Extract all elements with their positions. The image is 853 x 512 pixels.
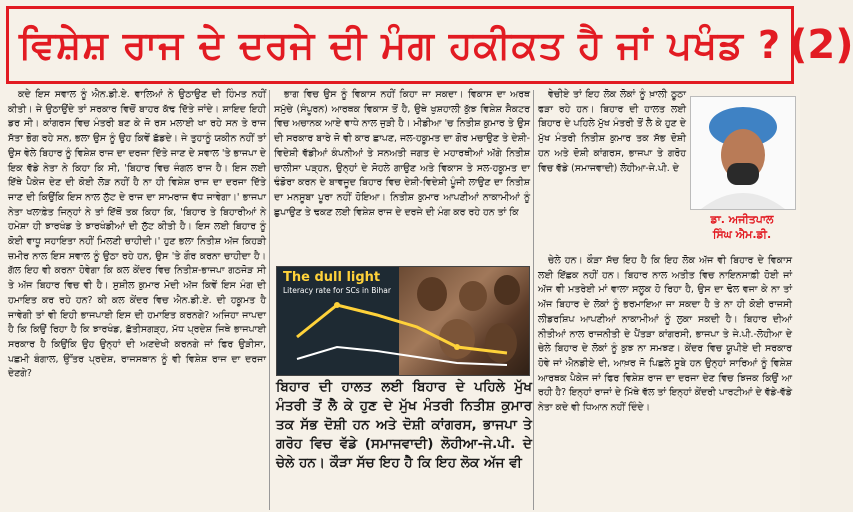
article-column-1 [8,88,266,512]
author-name: ਡਾ. ਅਜੀਤਪਾਲ [710,213,774,226]
chart-lines [277,267,529,375]
author-credentials: ਸਿੰਘ ਐਮ.ਡੀ. [712,228,772,241]
column-4-text: ਚੇਲੇ ਹਨ। ਕੌੜਾ ਸੱਚ ਇਹ ਹੈ ਕਿ ਇਹ ਲੋਕ ਅੱਜ ਵੀ ਬਿਹਾਰ ਦੇ ਵਿਕਾਸ ਲਈ ਇੱਛਕ ਨਹੀਂ ਹਨ। ਬਿਹਾਰ ਨਾਲ ਅਤੀਤ ਵਿਚ ਨਾਇਨਸਾਫ਼ੀ ਹੋਈ ਜਾਂ ਅੱਜ ਵੀ ਮਤਰੇਈ ਮਾਂ ਵਾਲਾ ਸਲੂਕ ਹੋ ਰਿਹਾ ਹੈ, ਉਸ ਦਾ ਢੋਲ ਵਜਾ ਕੇ ਨਾ ਤਾਂ ਅੱਜ ਬਿਹਾਰ ਦੇ ਲੋਕਾਂ ਨੂੰ ਭਰਮਾਇਆ ਜਾ ਸਕਦਾ ਹੈ ਤੇ ਨਾ ਹੀ ਕੋਈ ਰਾਜਸੀ ਲੀਡਰਸ਼ਿਪ ਆਪਣੀਆਂ ਨਾਕਾਮੀਆਂ ਨੂੰ ਲੁਕਾ ਸਕਦੀ ਹੈ। ਬਿਹਾਰ ਦੀਆਂ ਨੀਤੀਆਂ ਨਾਲ ਰਾਜਨੀਤੀ ਦੇ ਪੈਂਤੜਾ ਕਾਂਗਰਸੀ, ਭਾਜਪਾ ਤੇ ਜੇ.ਪੀ.-ਲੋਹੀਆ ਦੇ ਚੇਲੇ ਬਿਹਾਰ ਦੇ ਲੋਕਾਂ ਨੂੰ ਕੁਝ ਨਾ ਸਮਝਣ। ਕੇਂਦਰ ਵਿਚ ਯੂਪੀਏ ਦੀ ਸਰਕਾਰ ਹੋਵੇ ਜਾਂ ਐਨਡੀਏ ਦੀ, ਆਖ਼ਰ ਜੋ ਪਿਛਲੇ ਸੂਬੇ ਹਨ ਉਨ੍ਹਾਂ ਸਾਰਿਆਂ ਨੂੰ ਵਿਸ਼ੇਸ਼ ਆਰਥਕ ਪੈਕੇਜ ਜਾਂ ਫਿਰ ਵਿਸ਼ੇਸ਼ ਰਾਜ ਦਾ ਦਰਜਾ ਦੇਣ ਵਿਚ ਝਿਜਕ ਕਿਉਂ ਆ ਰਹੀ ਹੈ? ਇਨ੍ਹਾਂ ਰਾਜਾਂ ਦੇ ਮਿੱਥੇ ਵੱਲ ਤਾਂ ਇਨ੍ਹਾਂ ਕੇਂਦਰੀ ਪਾਰਟੀਆਂ ਦੇ ਵੱਡੇ-ਵੱਡੇ ਨੇਤਾ ਕਦੇ ਵੀ ਧਿਆਨ ਨਹੀਂ ਦਿੰਦੇ। [538,255,792,414]
author-photo [690,96,796,210]
column-2-text: ਭਾਗ ਵਿਚ ਉਸ ਨੂੰ ਵਿਕਾਸ ਨਹੀਂ ਕਿਹਾ ਜਾ ਸਕਦਾ। ਵਿਕਾਸ ਦਾ ਅਰਥ ਸਮੁੱਚੇ (ਸੰਪੂਰਨ) ਆਰਥਕ ਵਿਕਾਸ ਤੋਂ ਹੈ, ਉਥੇ ਖੁਸ਼ਹਾਲੀ ਕੁੱਝ ਵਿਸ਼ੇਸ਼ ਸੈਕਟਰ ਵਿਚ ਅਚਾਨਕ ਆਏ ਵਾਧੇ ਨਾਲ ਜੁੜੀ ਹੈ। ਮੀਡੀਆ 'ਚ ਨਿਤੀਸ਼ ਕੁਮਾਰ ਤੇ ਉਸ ਦੀ ਸਰਕਾਰ ਬਾਰੇ ਜੋ ਵੀ ਕਾਰ ਛਾਪਣ, ਜਲ-ਹਕੂਮਤ ਦਾ ਗੋਰ ਮਚਾਉਣ ਤੇ ਦੇਸ਼ੀ-ਵਿਦੇਸ਼ੀ ਵੱਡੀਆਂ ਕੰਪਨੀਆਂ ਤੇ ਸਨਅਤੀ ਜਗਤ ਦੇ ਮਹਾਰਥੀਆਂ ਅੱਗੇ ਨਿਤੀਸ਼ ਚਾਲੀਸਾ ਪੜ੍ਹਨ, ਉਨ੍ਹਾਂ ਦੇ ਸੋਹਲੇ ਗਾਉਣ ਅਤੇ ਵਿਕਾਸ ਤੇ ਸਲ-ਹਕੂਮਤ ਦਾ ਢੰਡੋਰਾ ਕਰਨ ਦੇ ਬਾਵਜੂਦ ਬਿਹਾਰ ਵਿਚ ਦੇਸ਼ੀ-ਵਿਦੇਸ਼ੀ ਪੂੰਜੀ ਲਾਉਣ ਦਾ ਨਿਤੀਸ਼ ਦਾ ਮਨਸੂਬਾ ਪੂਰਾ ਨਹੀਂ ਹੋਇਆ। ਨਿਤੀਸ਼ ਕੁਮਾਰ ਆਪਣੀਆਂ ਨਾਕਾਮੀਆਂ ਨੂੰ ਛੁਪਾਉਣ ਤੇ ਢਕਣ ਲਈ ਵਿਸ਼ੇਸ਼ ਰਾਜ ਦੇ ਦਰਜੇ ਦੀ ਮੰਗ ਕਰ ਰਹੇ ਹਨ ਤਾਂ ਕਿ [274,89,530,218]
author-caption [690,212,794,242]
chart-line-series-1 [297,305,507,353]
headline-part-number: (2) [789,22,853,68]
article-column-2 [274,88,530,252]
article-column-4 [538,254,792,512]
chart-title: The dull light [283,270,381,285]
column-3-text: ਵੇਚੀਏ ਤਾਂ ਇਹ ਲੋਕ ਲੋਕਾਂ ਨੂੰ ਖ਼ਾਲੀ ਠੂਠਾ ਫੜਾ ਰਹੇ ਹਨ। ਬਿਹਾਰ ਦੀ ਹਾਲਤ ਲਈ ਬਿਹਾਰ ਦੇ ਪਹਿਲੇ ਮੁੱਖ ਮੰਤਰੀ ਤੋਂ ਲੈ ਕੇ ਹੁਣ ਦੇ ਮੁੱਖ ਮੰਤਰੀ ਨਿਤੀਸ਼ ਕੁਮਾਰ ਤਕ ਸੱਭ ਦੋਸ਼ੀ ਹਨ ਅਤੇ ਦੋਸ਼ੀ ਕਾਂਗਰਸ, ਭਾਜਪਾ ਤੇ ਗਰੋਹ ਵਿਚ ਵੱਡੇ (ਸਮਾਜਵਾਦੀ) ਲੋਹੀਆ-ਜੇ.ਪੀ. ਦੇ [538,89,686,174]
pull-quote: ਬਿਹਾਰ ਦੀ ਹਾਲਤ ਲਈ ਬਿਹਾਰ ਦੇ ਪਹਿਲੇ ਮੁੱਖ ਮੰਤਰੀ ਤੋਂ ਲੈ ਕੇ ਹੁਣ ਦੇ ਮੁੱਖ ਮੰਤਰੀ ਨਿਤੀਸ਼ ਕੁਮਾਰ ਤਕ ਸੱਭ ਦੋਸ਼ੀ ਹਨ ਅਤੇ ਦੋਸ਼ੀ ਕਾਂਗਰਸ, ਭਾਜਪਾ ਤੇ ਗਰੋਹ ਵਿਚ ਵੱਡੇ (ਸਮਾਜਵਾਦੀ) ਲੋਹੀਆ-ਜੇ.ਪੀ. ਦੇ ਚੇਲੇ ਹਨ। ਕੌੜਾ ਸੱਚ ਇਹ ਹੈ ਕਿ ਇਹ ਲੋਕ ਅੱਜ ਵੀ [276,379,532,471]
column-1-text: ਕਦੇ ਇਸ ਸਵਾਲ ਨੂੰ ਐਨ.ਡੀ.ਏ. ਵਾਲਿਆਂ ਨੇ ਉਠਾਉਣ ਦੀ ਹਿੰਮਤ ਨਹੀਂ ਕੀਤੀ। ਜੇ ਉਠਾਉਂਦੇ ਤਾਂ ਸਰਕਾਰ ਵਿਚੋਂ ਬਾਹਰ ਕੱਢ ਦਿੱਤੇ ਜਾਂਦੇ। ਸ਼ਾਇਦ ਇਹੀ ਡਰ ਸੀ। ਕਾਂਗਰਸ ਵਿਚ ਮੰਤਰੀ ਬਣ ਕੇ ਜੋ ਰਸ ਮਲਾਈ ਖਾ ਰਹੇ ਸਨ ਤੇ ਰਾਜ ਸੱਤਾ ਭੋਗ ਰਹੇ ਸਨ, ਭਲਾ ਉਸ ਨੂੰ ਉਹ ਕਿਵੇਂ ਛੱਡਦੇ। ਜੇ ਤੁਹਾਨੂੰ ਯਕੀਨ ਨਹੀਂ ਤਾਂ ਉਸ ਵੇਲੇ ਬਿਹਾਰ ਨੂੰ ਵਿਸ਼ੇਸ਼ ਰਾਜ ਦਾ ਦਰਜਾ ਦਿੱਤੇ ਜਾਣ ਦੇ ਸਵਾਲ 'ਤੇ ਭਾਜਪਾ ਦੇ ਇਕ ਵੱਡੇ ਨੇਤਾ ਨੇ ਕਿਹਾ ਕਿ ਸੀ, 'ਬਿਹਾਰ ਵਿਚ ਜੰਗਲ ਰਾਜ ਹੈ। ਇਸ ਲਈ ਇੱਥੇ ਪੈਕੇਜ ਦੇਣ ਦੀ ਕੋਈ ਲੋੜ ਨਹੀਂ ਹੈ ਨਾ ਹੀ ਵਿਸ਼ੇਸ਼ ਰਾਜ ਦਾ ਦਰਜਾ ਦਿੱਤੇ ਜਾਣ ਦੀ ਕਿਉਂਕਿ ਇਸ ਨਾਲ ਲੁੱਟ ਦੇ ਰਾਜ ਦਾ ਸਾਮਰਾਜ ਵੱਧ ਜਾਵੇਗਾ।' ਭਾਜਪਾ ਨੇਤਾ ਖਲਾਫ਼ੇਤ ਜਿਨ੍ਹਾਂ ਨੇ ਤਾਂ ਇੱਥੋਂ ਤਕ ਕਿਹਾ ਕਿ, 'ਬਿਹਾਰ ਤੇ ਬਿਹਾਰੀਆਂ ਨੇ ਹਮੇਸ਼ਾ ਹੀ ਝਾਰਖੰਡ ਤੇ ਝਾਰਖੰਡੀਆਂ ਦੀ ਲੁੱਟ ਕੀਤੀ ਹੈ। ਇਸ ਲਈ ਬਿਹਾਰ ਨੂੰ ਕੋਈ ਵਾਧੂ ਸਹਾਇਤਾ ਨਹੀਂ ਮਿਲਣੀ ਚਾਹੀਦੀ।' ਹੁਣ ਭਲਾ ਨਿਤੀਸ਼ ਅੱਜ ਕਿਹੜੀ ਜ਼ਮੀਰ ਨਾਲ ਇਸ ਸਵਾਲ ਨੂੰ ਉਠਾ ਰਹੇ ਹਨ, ਉਸ 'ਤੇ ਗੌਰ ਕਰਨਾ ਚਾਹੀਦਾ ਹੈ। ਗੱਲ ਇਹ ਵੀ ਕਰਨਾ ਹੋਵੇਗਾ ਕਿ ਕਲ ਕੇਂਦਰ ਵਿਚ ਨਿਤੀਸ਼-ਭਾਜਪਾ ਗਠਜੋੜ ਸੀ ਤੇ ਅੱਜ ਬਿਹਾਰ ਵਿਚ ਵੀ ਹੈ। ਸੁਸ਼ੀਲ ਕੁਮਾਰ ਮੋਦੀ ਅੱਜ ਕਿਵੇਂ ਇਸ ਮੰਗ ਦੀ ਹਮਾਇਤ ਕਰ ਰਹੇ ਹਨ? ਕੀ ਕਲ ਕੇਂਦਰ ਵਿਚ ਐਨ.ਡੀ.ਏ. ਦੀ ਹਕੂਮਤ ਹੈ ਜਾਵੇਗੀ ਤਾਂ ਵੀ ਇਹੀ ਭਾਜਪਾਈ ਇਸ ਦੀ ਹਮਾਇਤ ਕਰਨਗੇ? ਅਜਿਹਾ ਜਾਪਦਾ ਹੈ ਕਿ ਕਿਉਂ ਰਿਹਾ ਹੈ ਕਿ ਝਾਰਖੰਡ, ਛੱਤੀਸਗੜ੍ਹ, ਮੱਧ ਪ੍ਰਦੇਸ਼ ਜਿਥੇ ਭਾਜਪਾਈ ਸਰਕਾਰ ਹੈ ਕਿਉਂਕਿ ਉਹ ਉਨ੍ਹਾਂ ਦੀ ਅਣਦੇਖੀ ਕਰਨਗੇ ਜਾਂ ਫਿਰ ਉੜੀਸਾ, ਪਛਮੀ ਬੰਗਾਲ, ਉੱਤਰ ਪ੍ਰਦੇਸ਼, ਰਾਜਸਥਾਨ ਨੂੰ ਵੀ ਵਿਸ਼ੇਸ਼ ਰਾਜ ਦਾ ਦਰਜਾ ਦੇਣਗੇ? [8,89,266,380]
chart-photo-graphic [276,266,530,376]
chart-point [334,302,340,308]
article-column-3 [538,88,686,202]
author-portrait-icon [691,97,795,209]
column-divider [269,90,270,510]
headline-box [6,6,853,84]
chart-point [454,344,460,350]
headline-title: ਵਿਸ਼ੇਸ਼ ਰਾਜ ਦੇ ਦਰਜੇ ਦੀ ਮੰਗ ਹਕੀਕਤ ਹੈ ਜਾਂ ਪਖੰਡ ? [19,22,782,67]
chart-subtitle: Literacy rate for SCs in Bihar [283,286,391,295]
column-divider [533,90,534,510]
